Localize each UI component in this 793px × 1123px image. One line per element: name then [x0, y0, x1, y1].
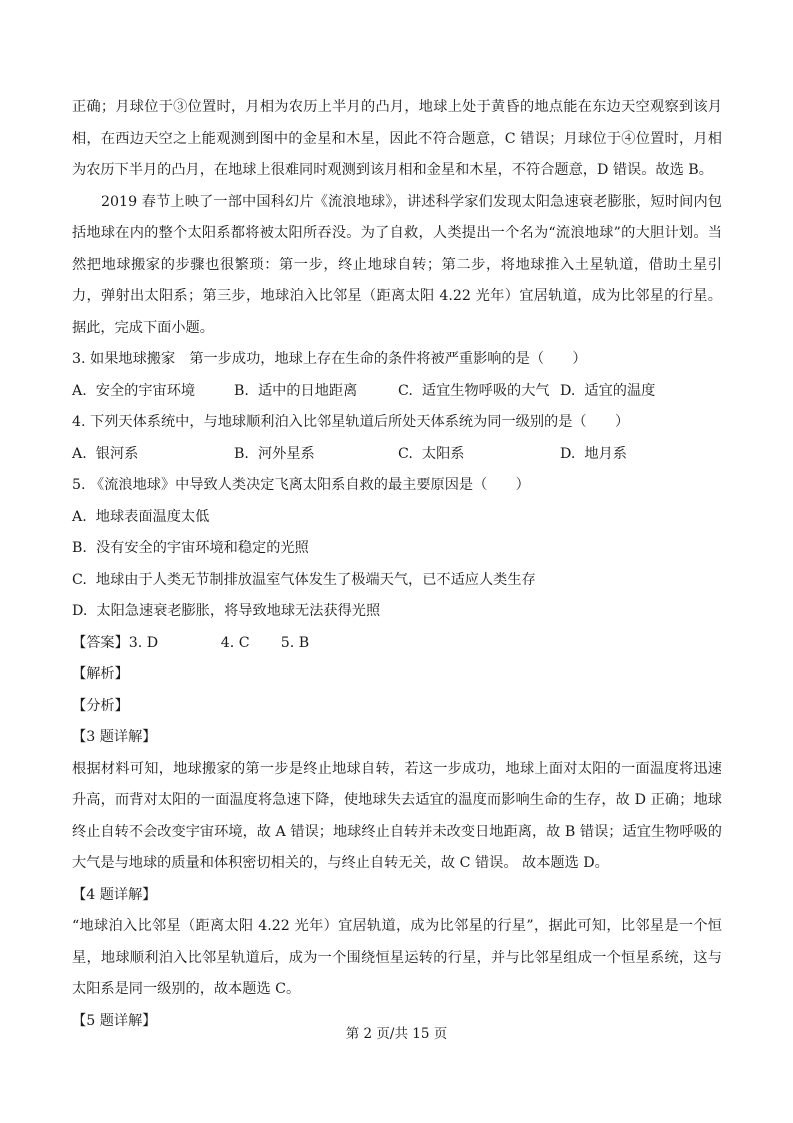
answer-3: 3. D [128, 634, 159, 651]
section-q4-detail-body: “地球泊入比邻星（距离太阳 4.22 光年）宜居轨道，成为比邻星的行星”，据此可知，比邻星是一个恒星，地球顺利泊入比邻星轨道后，成为一个围绕恒星运转的行星，并与比邻星组成一个恒星系统，这与太阳系是同一级别的，故本题选 C。 [72, 918, 722, 997]
answer-5: 5. B [280, 634, 310, 651]
section-q3-detail-title: 【3 题详解】 [72, 729, 157, 745]
section-q5-detail-title: 【5 题详解】 [72, 1012, 157, 1029]
q5-option-a: A. 地球表面温度太低 [72, 508, 210, 525]
question-4-options [72, 439, 722, 471]
page-footer: 第 2 页/共 15 页 [345, 1026, 448, 1042]
page-content [72, 92, 722, 1037]
question-5-stem: 5. 《流浪地球》中导致人类决定飞离太阳系自救的最主要原因是（ ） [72, 477, 530, 493]
question-3-stem: 3. 如果地球搬家 第一步成功，地球上存在生命的条件将被严重影响的是（ ） [72, 351, 587, 367]
question-4-stem: 4. 下列天体系统中，与地球顺利泊入比邻星轨道后所处天体系统为同一级别的是（ ） [72, 414, 630, 430]
section-fenxi: 【分析】 [72, 697, 129, 714]
paragraph-previous-answer: 正确；月球位于③位置时，月相为农历上半月的凸月，地球上处于黄昏的地点能在东边天空观察到该月相，在西边天空之上能观测到图中的金星和木星，因此不符合题意，C 错误；月球位于④位置时，月相为农历下半月的凸月，在地球上很难同时观测到该月相和金星和木星，不符合题意，D 错误。故选 B。 [72, 99, 722, 178]
q4-option-a: A. 银河系 [72, 445, 139, 462]
q5-option-d: D. 太阳急速衰老膨胀，将导致地球无法获得光照 [72, 603, 381, 619]
section-q3-detail-body: 根据材料可知，地球搬家的第一步是终止地球自转，若这一步成功，地球上面对太阳的一面温度将迅速升高，而背对太阳的一面温度将急速下降，使地球失去适宜的温度而影响生命的生存，故 D 正确；地球终止自转不会改变宇宙环境，故 A 错误；地球终止自转并未改变日地距离，故 B 错误；适宜生物呼吸的大气是与地球的质量和体积密切相关的，与终止自转无关，故 C 错误。 故本题选 D。 [72, 760, 722, 871]
section-jiexi: 【解析】 [72, 666, 129, 682]
q4-option-b: B. 河外星系 [234, 445, 315, 462]
section-q4-detail-title: 【4 题详解】 [72, 886, 157, 903]
q5-option-b: B. 没有安全的宇宙环境和稳定的光照 [72, 540, 309, 556]
q3-option-c: C. 适宜生物呼吸的大气 [398, 382, 550, 399]
paragraph-material: 2019 春节上映了一部中国科幻片《流浪地球》，讲述科学家们发现太阳急速衰老膨胀，短时间内包括地球在内的整个太阳系都将被太阳所吞没。为了自救，人类提出一个名为“流浪地球”的大胆计划。当然把地球搬家的步骤也很繁琐：第一步，终止地球自转；第二步，将地球推入土星轨道，借助土星引力，弹射出太阳系；第三步，地球泊入比邻星（距离太阳 4.22 光年）宜居轨道，成为比邻星的行星。据此，完成下面小题。 [72, 193, 722, 336]
answer-label: 【答案】 [72, 634, 129, 651]
answer-line [72, 628, 722, 660]
q4-option-c: C. 太阳系 [398, 445, 465, 462]
q4-option-d: D. 地月系 [560, 445, 627, 462]
q3-option-a: A. 安全的宇宙环境 [72, 382, 196, 399]
question-3-options [72, 376, 722, 408]
answer-4: 4. C [220, 634, 250, 651]
q3-option-d: D. 适宜的温度 [560, 382, 656, 399]
q5-option-c: C. 地球由于人类无节制排放温室气体发生了极端天气，已不适应人类生存 [72, 571, 536, 588]
q3-option-b: B. 适中的日地距离 [234, 382, 358, 399]
